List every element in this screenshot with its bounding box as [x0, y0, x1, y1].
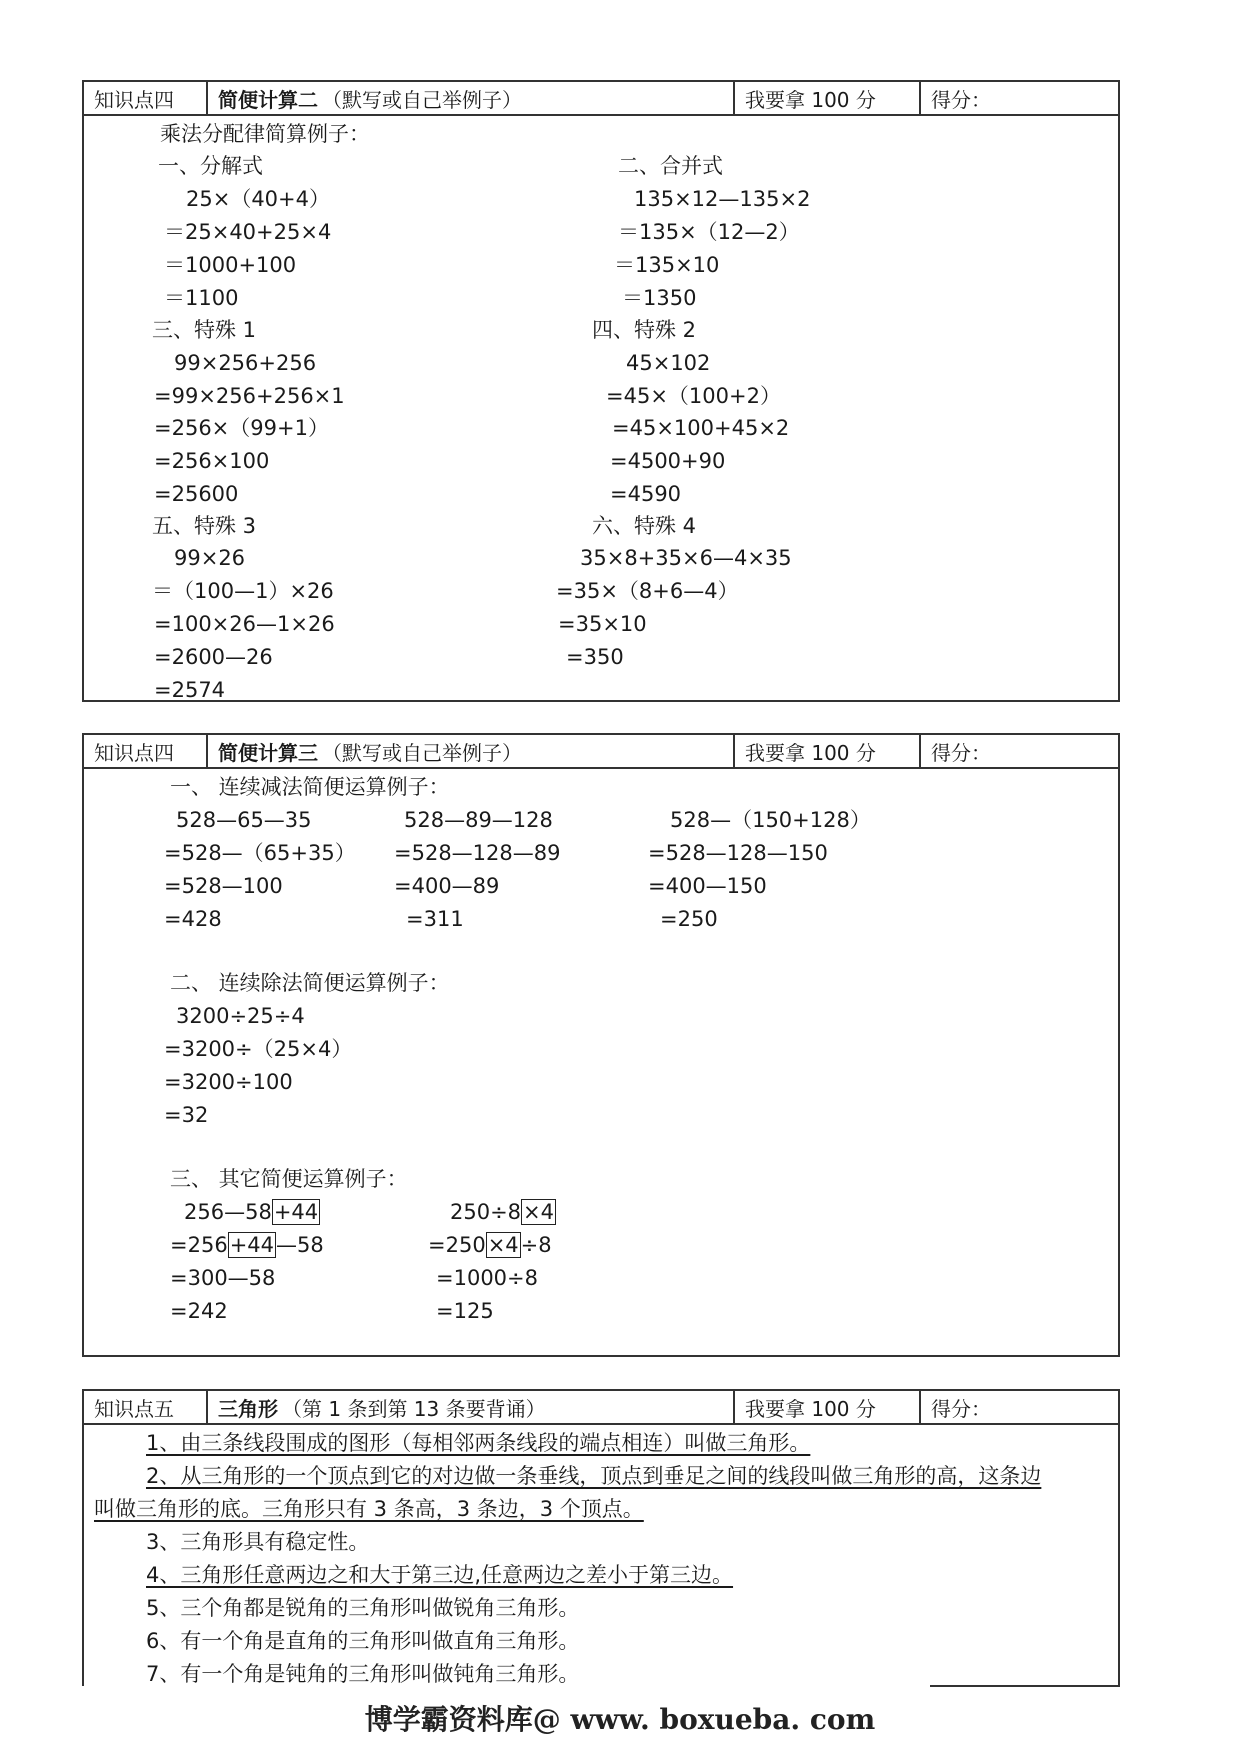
- calc-line: =1000÷8: [436, 1266, 538, 1290]
- section-header: [84, 1391, 1118, 1425]
- calc-line: =125: [436, 1299, 494, 1323]
- calc-line: =400—150: [648, 874, 767, 898]
- group-heading: 四、特殊 2: [592, 318, 697, 342]
- calc-text: =250: [428, 1233, 486, 1257]
- calc-line: =528—（65+35）: [164, 841, 356, 865]
- calc-line: =99×256+256×1: [154, 384, 345, 408]
- calc-line: =300—58: [170, 1266, 276, 1290]
- calc-line: [428, 1235, 552, 1256]
- calc-line: =35×10: [558, 612, 647, 636]
- calc-line: ＝1100: [164, 286, 239, 310]
- calc-text: 250÷8: [450, 1200, 522, 1224]
- section-title: [208, 1391, 735, 1423]
- calc-line: ＝1000+100: [164, 253, 297, 277]
- boxed-term: ×4: [523, 1200, 555, 1224]
- section-title: [208, 735, 735, 767]
- score-label: 得分：: [931, 87, 991, 112]
- calc-text: —58: [276, 1233, 324, 1257]
- section-header: [84, 82, 1118, 116]
- calc-line: =528—128—150: [648, 841, 828, 865]
- point-2: 2、从三角形的一个顶点到它的对边做一条垂线，顶点到垂足之间的线段叫做三角形的高，这条边: [146, 1464, 1042, 1488]
- section-simple-calc-3: [82, 733, 1120, 1357]
- calc-line: 528—（150+128）: [670, 808, 871, 832]
- point-4: 4、三角形任意两边之和大于第三边,任意两边之差小于第三边。: [146, 1563, 734, 1587]
- section-header: [84, 735, 1118, 769]
- calc-line: =528—100: [164, 874, 283, 898]
- calc-line: =250: [660, 907, 718, 931]
- calc-line: =2574: [154, 678, 226, 702]
- calc-line: =25600: [154, 482, 239, 506]
- calc-line: =45×（100+2）: [606, 384, 781, 408]
- title-main: 简便计算三: [218, 740, 318, 765]
- calc-line: ＝1350: [622, 286, 697, 310]
- knowledge-tag: 知识点五: [84, 1391, 208, 1423]
- calc-line: 3200÷25÷4: [176, 1004, 305, 1028]
- calc-line: [450, 1202, 556, 1223]
- calc-line: =4590: [610, 482, 682, 506]
- goal-text: 我要拿 100 分: [735, 735, 921, 767]
- section-title: [208, 82, 735, 114]
- section-body: [84, 116, 1118, 700]
- section-triangle: [82, 1389, 1120, 1686]
- knowledge-tag: 知识点四: [84, 735, 208, 767]
- point-1: 1、由三条线段围成的图形（每相邻两条线段的端点相连）叫做三角形。: [146, 1431, 811, 1455]
- group-heading: 五、特殊 3: [152, 514, 257, 538]
- section-simple-calc-2: [82, 80, 1120, 702]
- calc-line: ＝25×40+25×4: [164, 220, 332, 244]
- calc-line: ＝135×（12—2）: [618, 220, 800, 244]
- calc-line: =350: [566, 645, 624, 669]
- calc-line: 45×102: [626, 351, 711, 375]
- group-heading: 三、特殊 1: [152, 318, 257, 342]
- boxed-term: ×4: [487, 1233, 519, 1257]
- calc-line: =2600—26: [154, 645, 273, 669]
- group-heading: 六、特殊 4: [592, 514, 697, 538]
- subsection-heading: 二、 连续除法简便运算例子：: [170, 971, 450, 995]
- title-sub: （默写或自己举例子）: [322, 740, 522, 765]
- calc-text: ÷8: [520, 1233, 552, 1257]
- section-body: [84, 1425, 1118, 1686]
- calc-line: =45×100+45×2: [612, 416, 790, 440]
- calc-line: 528—89—128: [404, 808, 553, 832]
- title-main: 简便计算二: [218, 87, 318, 112]
- title-main: 三角形: [218, 1396, 278, 1421]
- score-label: 得分：: [931, 1396, 991, 1421]
- calc-line: ＝（100—1）×26: [152, 579, 334, 603]
- boxed-term: +44: [273, 1200, 319, 1224]
- footer-watermark: 博学霸资料库@ www. boxueba. com: [364, 1703, 876, 1736]
- calc-line: =3200÷（25×4）: [164, 1037, 353, 1061]
- calc-line: =528—128—89: [394, 841, 561, 865]
- calc-line: =35×（8+6—4）: [556, 579, 739, 603]
- calc-line: =100×26—1×26: [154, 612, 335, 636]
- calc-text: 256—58: [184, 1200, 272, 1224]
- calc-line: [170, 1235, 324, 1256]
- boxed-term: +44: [229, 1233, 275, 1257]
- calc-line: =256×100: [154, 449, 270, 473]
- calc-line: 25×（40+4）: [186, 187, 330, 211]
- calc-line: =428: [164, 907, 222, 931]
- calc-line: [184, 1202, 320, 1223]
- knowledge-tag: 知识点四: [84, 82, 208, 114]
- calc-line: =3200÷100: [164, 1070, 293, 1094]
- calc-line: =242: [170, 1299, 228, 1323]
- point-7: 7、有一个角是钝角的三角形叫做钝角三角形。: [146, 1662, 580, 1686]
- group-heading: 二、合并式: [618, 154, 723, 178]
- goal-text: 我要拿 100 分: [735, 82, 921, 114]
- point-2-cont: 叫做三角形的底。三角形只有 3 条高，3 条边，3 个顶点。: [94, 1497, 644, 1521]
- section-body: [84, 769, 1118, 1355]
- goal-text: 我要拿 100 分: [735, 1391, 921, 1423]
- calc-line: 99×256+256: [174, 351, 317, 375]
- calc-line: =4500+90: [610, 449, 726, 473]
- calc-line: 528—65—35: [176, 808, 312, 832]
- calc-line: 135×12—135×2: [634, 187, 811, 211]
- calc-line: 99×26: [174, 546, 246, 570]
- calc-line: =256×（99+1）: [154, 416, 329, 440]
- bottom-rule: [930, 1685, 1120, 1687]
- point-6: 6、有一个角是直角的三角形叫做直角三角形。: [146, 1629, 580, 1653]
- intro-text: 乘法分配律简算例子：: [160, 122, 370, 146]
- calc-line: =311: [406, 907, 464, 931]
- calc-line: =400—89: [394, 874, 500, 898]
- subsection-heading: 三、 其它简便运算例子：: [170, 1167, 408, 1191]
- calc-line: =32: [164, 1103, 209, 1127]
- group-heading: 一、分解式: [158, 154, 263, 178]
- calc-text: =256: [170, 1233, 228, 1257]
- subsection-heading: 一、 连续减法简便运算例子：: [170, 775, 450, 799]
- calc-line: ＝135×10: [614, 253, 720, 277]
- point-3: 3、三角形具有稳定性。: [146, 1530, 370, 1554]
- title-sub: （默写或自己举例子）: [322, 87, 522, 112]
- title-sub: （第 1 条到第 13 条要背诵）: [282, 1396, 546, 1421]
- point-5: 5、三个角都是锐角的三角形叫做锐角三角形。: [146, 1596, 580, 1620]
- score-label: 得分：: [931, 740, 991, 765]
- calc-line: 35×8+35×6—4×35: [580, 546, 792, 570]
